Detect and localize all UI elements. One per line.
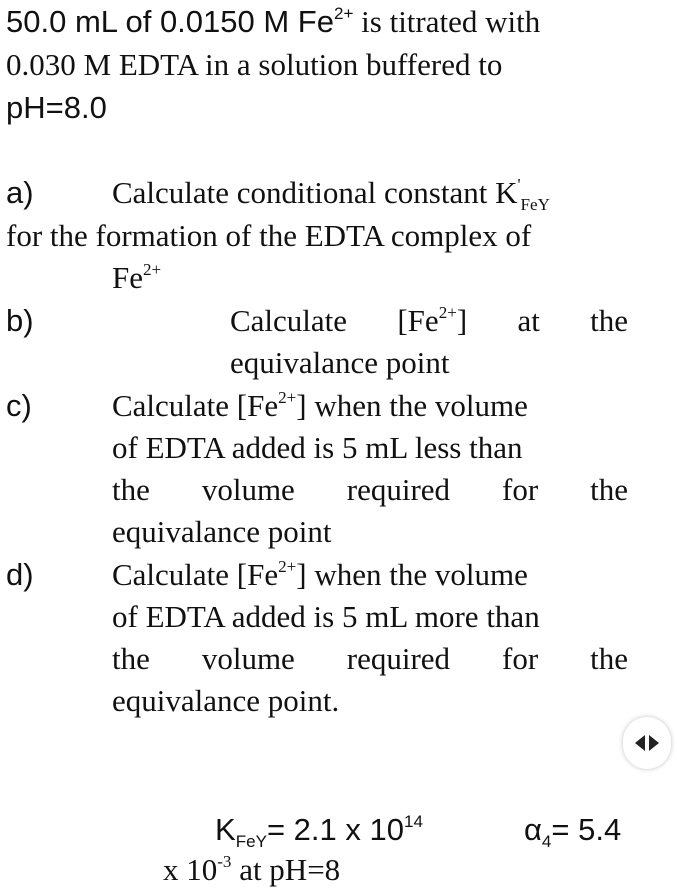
part-b-line-2: [230, 343, 450, 383]
right-arrow-icon: [649, 735, 659, 751]
question-text: equivalance point: [230, 345, 450, 380]
question-word: at: [517, 303, 540, 338]
problem-line-2: [6, 45, 502, 85]
question-word: the: [590, 303, 628, 338]
k-constant-continuation: [163, 850, 340, 890]
part-c-line-4: [112, 512, 332, 552]
question-word: the: [112, 641, 150, 676]
problem-text: pH=8.0: [6, 90, 107, 125]
problem-text: 50.0 mL of 0.0150 M Fe: [6, 4, 334, 39]
part-d-line-1: [112, 555, 528, 595]
part-marker: a): [6, 175, 34, 210]
fey-subscript: FeY: [520, 195, 550, 215]
alpha-symbol: α: [524, 812, 542, 847]
fey-subscript: FeY: [235, 832, 267, 852]
part-c-line-3: [112, 470, 628, 510]
charge-superscript: 2+: [333, 3, 354, 23]
part-b-line-1: [230, 301, 628, 341]
question-text: for the formation of the EDTA complex of: [6, 218, 532, 253]
part-d-line-2: [112, 597, 540, 637]
part-d-marker: [6, 555, 34, 595]
question-text: ]: [456, 303, 468, 338]
part-a-line-3: [112, 258, 161, 298]
charge-superscript: 2+: [278, 387, 297, 407]
part-marker: d): [6, 557, 34, 592]
question-text: Calculate [Fe: [112, 557, 279, 592]
part-c-line-1: [112, 386, 528, 426]
question-text: of EDTA added is 5 mL more than: [112, 599, 540, 634]
question-text: ] when the volume: [296, 557, 528, 592]
alpha-value: = 5.4: [551, 812, 622, 847]
part-b-marker: [6, 301, 34, 341]
question-text: of EDTA added is 5 mL less than: [112, 430, 523, 465]
left-arrow-icon: [635, 735, 645, 751]
part-d-line-3: [112, 639, 628, 679]
part-a-line-2: [6, 216, 531, 256]
question-word: the: [590, 641, 628, 676]
horizontal-scroll-button[interactable]: [623, 717, 671, 769]
question-text: [Fe: [397, 303, 439, 338]
part-a-marker: [6, 173, 34, 213]
question-word: [397, 301, 467, 341]
question-text: Calculate [Fe: [112, 388, 279, 423]
k-symbol: K: [215, 812, 236, 847]
k-exponent: 14: [403, 811, 423, 831]
question-word: for: [502, 472, 539, 507]
problem-text: 0.030 M EDTA in a solution buffered to: [6, 47, 503, 82]
prime-superscript: ': [517, 174, 521, 194]
question-text: Fe: [112, 260, 143, 295]
part-d-line-4: [112, 681, 339, 721]
part-c-line-2: [112, 428, 523, 468]
question-word: the: [112, 472, 150, 507]
question-word: volume: [201, 641, 295, 676]
k-cont-text: at pH=8: [231, 852, 341, 887]
k-constant-line: [215, 810, 423, 850]
alpha-constant: [524, 810, 621, 850]
part-marker: b): [6, 303, 34, 338]
question-text: ] when the volume: [296, 388, 528, 423]
problem-line-3: [6, 88, 107, 128]
part-c-marker: [6, 386, 32, 426]
k-cont-exponent: -3: [217, 851, 232, 871]
k-value: = 2.1 x 10: [266, 812, 404, 847]
question-word: required: [346, 472, 451, 507]
part-marker: c): [6, 388, 32, 423]
alpha-subscript: 4: [541, 832, 552, 852]
question-text: equivalance point.: [112, 683, 340, 718]
problem-line-1: [6, 2, 540, 42]
question-word: required: [346, 641, 451, 676]
question-word: volume: [201, 472, 295, 507]
question-word: the: [590, 472, 628, 507]
k-cont-text: x 10: [163, 852, 218, 887]
question-word: for: [502, 641, 539, 676]
charge-superscript: 2+: [438, 302, 457, 322]
charge-superscript: 2+: [278, 556, 297, 576]
question-word: Calculate: [230, 303, 348, 338]
part-a-line-1: [112, 173, 550, 213]
question-text: Calculate conditional constant K: [112, 175, 518, 210]
question-text: equivalance point: [112, 514, 332, 549]
problem-text: is titrated with: [353, 4, 541, 39]
charge-superscript: 2+: [143, 259, 162, 279]
